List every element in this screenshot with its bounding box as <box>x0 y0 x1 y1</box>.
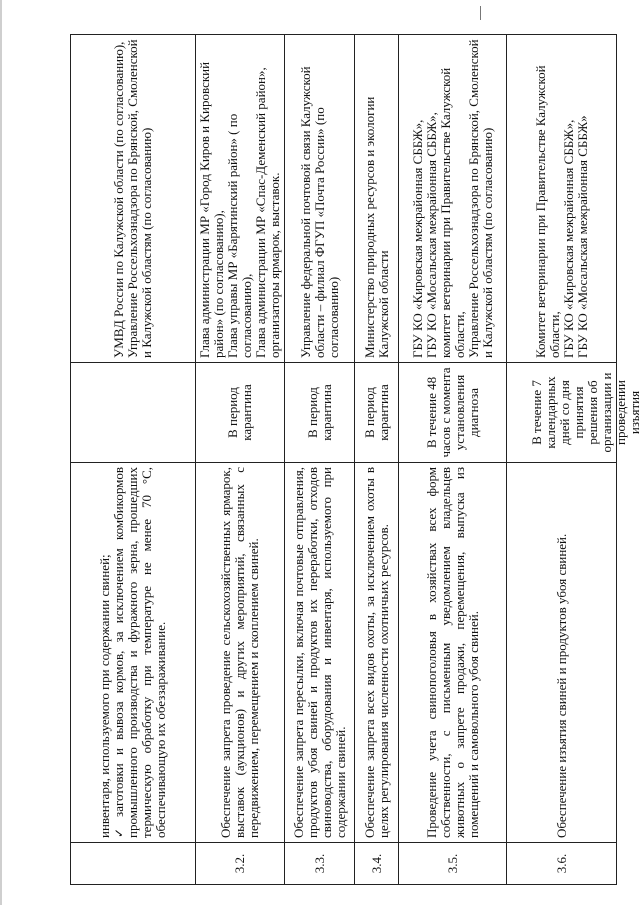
deadline-cell: В период карантина <box>285 363 355 463</box>
deadline-text: В течение 7 календарных дней со дня принятия решения об организации и проведении изъятия <box>528 372 642 453</box>
row-number: 3.6. <box>507 843 617 885</box>
responsible-line: комитет ветеринарии при Правительстве Калужской области, <box>437 67 467 358</box>
responsible-line: ГБУ КО «Мосальская межрайонная СББЖ», <box>423 112 439 358</box>
table-row <box>71 35 196 885</box>
row-number: 3.3. <box>285 843 355 885</box>
responsible-line: ГБУ КО «Мосальская межрайонная СББЖ» <box>574 115 590 358</box>
responsible-cell <box>196 35 285 363</box>
row-number: 3.5. <box>399 843 507 885</box>
action-text: Проведение учета свинопоголовья в хозяйствах всех форм собственности, с письменным уведомлением владельцев животных о запрете продажи, перемещения, выпуска из помещений и самовольного убоя свиней. <box>423 467 481 838</box>
responsible-cell <box>355 35 399 363</box>
responsible-line: Министерство природных ресурсов и экологии Калужской области <box>361 96 391 358</box>
responsible-line: Управление Россельхознадзора по Брянской, Смоленской и Калужской областям (по согласованию) <box>125 39 154 358</box>
action-cell <box>71 463 196 843</box>
checkmark-icon: ✓ <box>112 822 126 838</box>
responsible-line: ГБУ КО «Кировская межрайонная СББЖ», <box>409 119 425 358</box>
action-text: Обеспечение запрета всех видов охоты, за исключением охоты в целях регулирования численности охотничьих ресурсов. <box>361 467 391 838</box>
responsible-cell <box>399 35 507 363</box>
responsible-line: Глава администрации МР «Спас-Деменский район», <box>253 67 268 358</box>
table-row <box>399 35 507 885</box>
table-row <box>355 35 399 885</box>
responsible-line: Глава администрации МР «Город Киров и Кировский район» (по согласованию), <box>197 61 226 358</box>
action-bullet <box>112 467 168 838</box>
action-text: инвентаря, используемого при содержании свиней; <box>97 554 112 838</box>
responsible-line: УМВД России по Калужской области (по согласованию), <box>111 41 126 358</box>
measures-table <box>70 34 642 885</box>
action-cell <box>196 463 285 843</box>
action-text: Обеспечение запрета пересылки, включая почтовые отправления, продуктов убоя свиней и продуктов их переработки, отходов свиноводства, оборудования и инвентаря, используемого при содержании свиней. <box>290 467 348 838</box>
page-left-edge <box>0 0 2 905</box>
row-number <box>71 843 196 885</box>
responsible-line: ГБУ КО «Кировская межрайонная СББЖ», <box>560 119 576 358</box>
responsible-line: Глава управы МР «Барятинский район» ( по согласованию), <box>225 113 254 358</box>
responsible-line: Комитет ветеринарии при Правительстве Калужской области, <box>532 65 562 358</box>
action-cell <box>355 463 399 843</box>
deadline-cell: В период карантина <box>355 363 399 463</box>
action-text: заготовки и вывоза кормов, за исключением комбикормов промышленного производства и фуражного зерна, прошедших термическую обработку при температуре не менее 70 °С, обеспечивающую их обеззараживание. <box>111 467 168 838</box>
table-row <box>285 35 355 885</box>
action-cell <box>507 463 617 843</box>
deadline-cell: В течение 48 часов с момента установления диагноза <box>399 363 507 463</box>
deadline-cell <box>507 363 642 463</box>
responsible-cell <box>507 35 617 363</box>
action-cell <box>399 463 507 843</box>
row-number: 3.2. <box>196 843 285 885</box>
row-number: 3.4. <box>355 843 399 885</box>
deadline-cell <box>71 363 196 463</box>
responsible-cell <box>71 35 196 363</box>
responsible-line: Управление Россельхознадзора по Брянской, Смоленской и Калужской областям (по согласованию) <box>465 39 495 358</box>
action-text: Обеспечение изъятия свиней и продуктов убоя свиней. <box>553 533 569 838</box>
responsible-line: Управление федеральной почтовой связи Калужской области – филиал ФГУП «Почта России» (по согласованию) <box>297 66 341 358</box>
responsible-line: организаторы ярмарок, выставок. <box>267 172 282 358</box>
action-text: Обеспечение запрета проведение сельскохозяйственных ярмарок, выставок (аукционов) и других мероприятий, связанных с передвижением, перемещением и скоплением свиней. <box>218 467 261 838</box>
scan-mark <box>480 6 481 20</box>
table-row <box>196 35 285 885</box>
table-row <box>507 35 617 885</box>
responsible-cell <box>285 35 355 363</box>
deadline-cell: В период карантина <box>196 363 285 463</box>
action-cell <box>285 463 355 843</box>
rotated-page <box>70 35 642 885</box>
